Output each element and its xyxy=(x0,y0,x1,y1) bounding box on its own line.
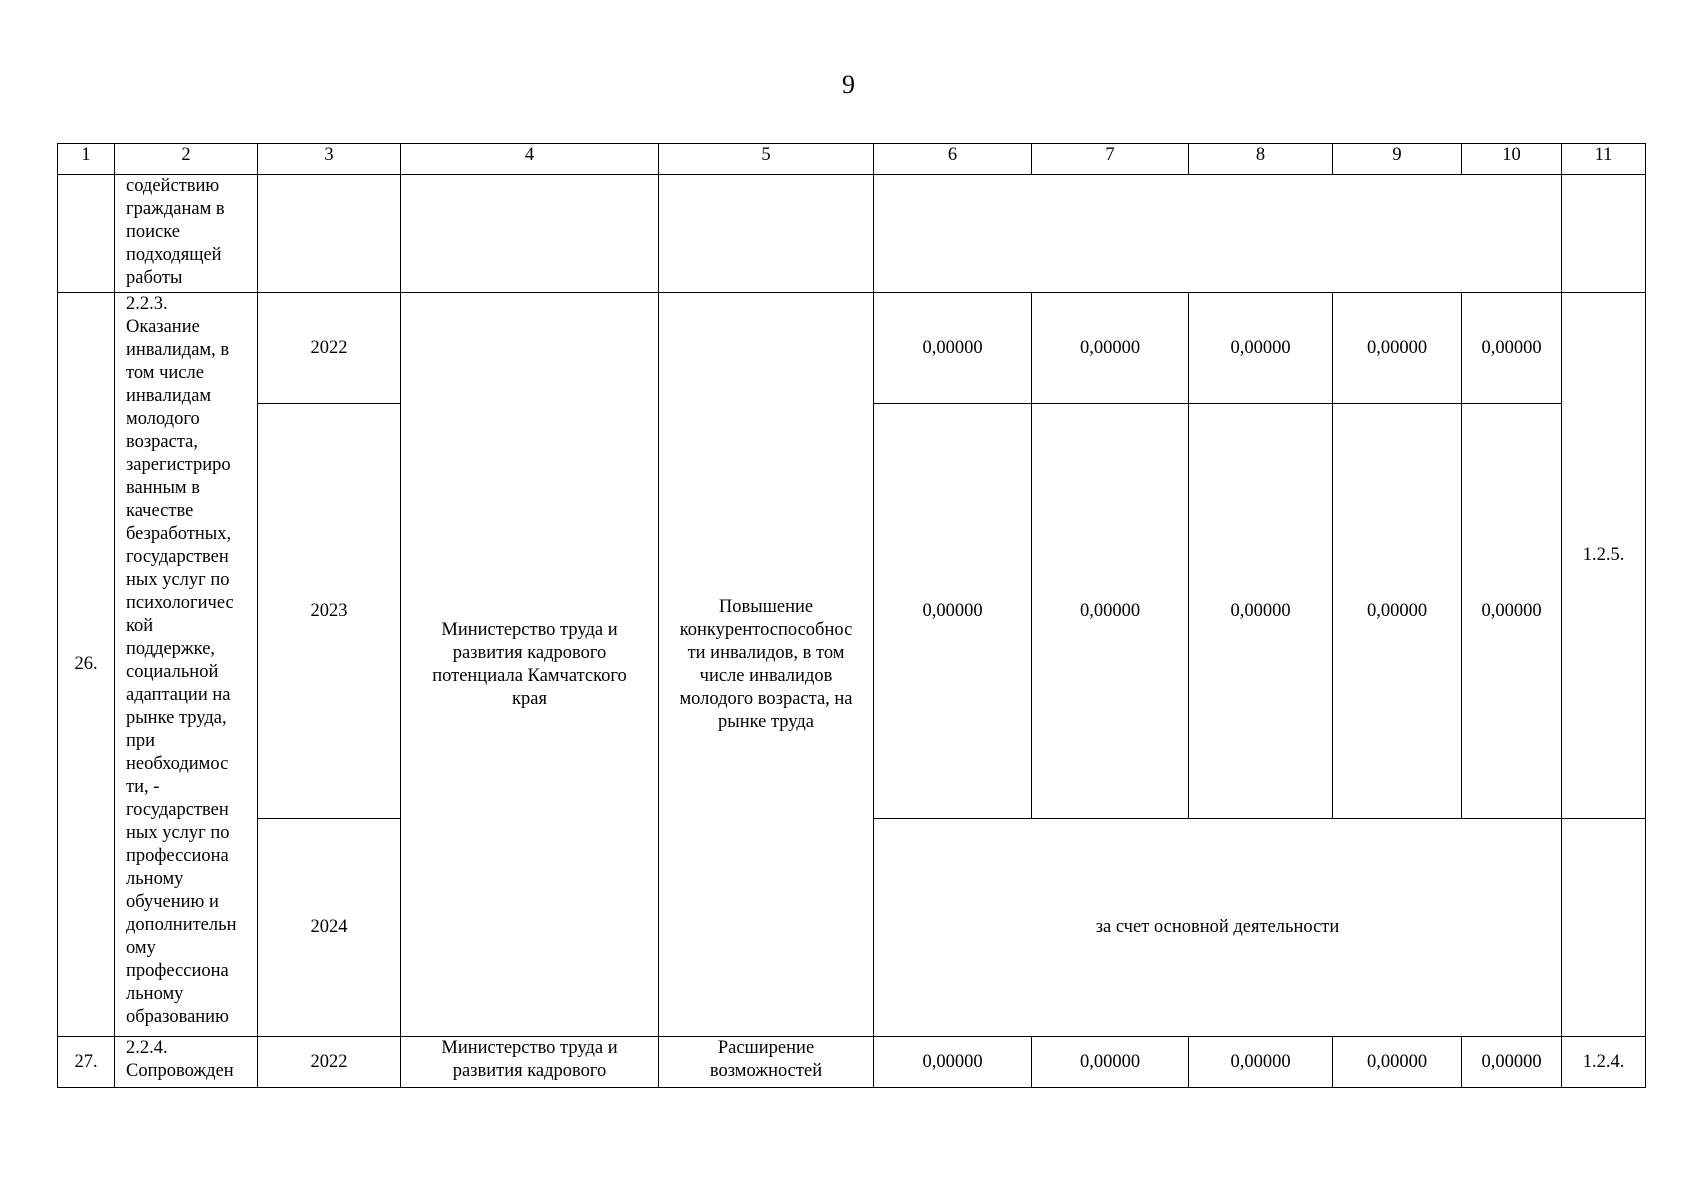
cell-result: Повышение конкурентоспособнос ти инвалидов, в том числе инвалидов молодого возраста, на рынке труда xyxy=(659,293,874,1037)
cell-value: 0,00000 xyxy=(1462,1037,1562,1088)
cell-funding xyxy=(874,175,1562,293)
cell-year: 2022 xyxy=(258,1037,401,1088)
page-number: 9 xyxy=(842,70,855,99)
column-header: 1 xyxy=(58,144,115,175)
cell-link: 1.2.4. xyxy=(1562,1037,1646,1088)
cell-value: 0,00000 xyxy=(1032,404,1189,819)
cell-number: 26. xyxy=(58,293,115,1037)
column-header: 10 xyxy=(1462,144,1562,175)
cell-value: 0,00000 xyxy=(1462,404,1562,819)
cell-link: 1.2.5. xyxy=(1562,293,1646,819)
table-row xyxy=(58,1037,1646,1088)
cell-activity-name: 2.2.3. Оказание инвалидам, в том числе инвалидам молодого возраста, зарегистриро ванным в качестве безработных, государствен ных услуг по психологичес кой поддержке, социальной адаптации на рынке труда, при необходимос ти, - государствен ных услуг по профессиона льному обучению и дополнительн ому профессиона льному образованию xyxy=(115,293,258,1037)
column-header: 4 xyxy=(401,144,659,175)
cell-value: 0,00000 xyxy=(1032,293,1189,404)
cell-activity-name: содействию гражданам в поиске подходящей работы xyxy=(115,175,258,293)
cell-activity-name: 2.2.4. Сопровожден xyxy=(115,1037,258,1088)
column-header: 2 xyxy=(115,144,258,175)
cell-value: 0,00000 xyxy=(1189,1037,1333,1088)
cell-number: 27. xyxy=(58,1037,115,1088)
cell-year: 2022 xyxy=(258,293,401,404)
cell-value: 0,00000 xyxy=(874,404,1032,819)
header-row xyxy=(58,144,1646,175)
cell-value: 0,00000 xyxy=(1462,293,1562,404)
cell-link xyxy=(1562,175,1646,293)
cell-value: 0,00000 xyxy=(1189,404,1333,819)
table-row-continuation xyxy=(58,175,1646,293)
cell-number xyxy=(58,175,115,293)
program-activities-table xyxy=(57,143,1646,1088)
cell-value: 0,00000 xyxy=(1333,404,1462,819)
cell-value: 0,00000 xyxy=(1189,293,1333,404)
cell-year xyxy=(258,175,401,293)
column-header: 6 xyxy=(874,144,1032,175)
cell-executor xyxy=(401,175,659,293)
cell-value: 0,00000 xyxy=(874,293,1032,404)
cell-funding-note: за счет основной деятельности xyxy=(874,819,1562,1037)
column-header: 8 xyxy=(1189,144,1333,175)
cell-year: 2023 xyxy=(258,404,401,819)
column-header: 7 xyxy=(1032,144,1189,175)
column-header: 5 xyxy=(659,144,874,175)
column-header: 3 xyxy=(258,144,401,175)
cell-value: 0,00000 xyxy=(1032,1037,1189,1088)
cell-executor: Министерство труда и развития кадрового потенциала Камчатского края xyxy=(401,293,659,1037)
cell-result xyxy=(659,175,874,293)
cell-value: 0,00000 xyxy=(1333,1037,1462,1088)
cell-result: Расширение возможностей xyxy=(659,1037,874,1088)
column-header: 11 xyxy=(1562,144,1646,175)
cell-executor: Министерство труда и развития кадрового xyxy=(401,1037,659,1088)
cell-link xyxy=(1562,819,1646,1037)
column-header: 9 xyxy=(1333,144,1462,175)
cell-year: 2024 xyxy=(258,819,401,1037)
cell-value: 0,00000 xyxy=(874,1037,1032,1088)
table-row xyxy=(58,293,1646,404)
cell-value: 0,00000 xyxy=(1333,293,1462,404)
